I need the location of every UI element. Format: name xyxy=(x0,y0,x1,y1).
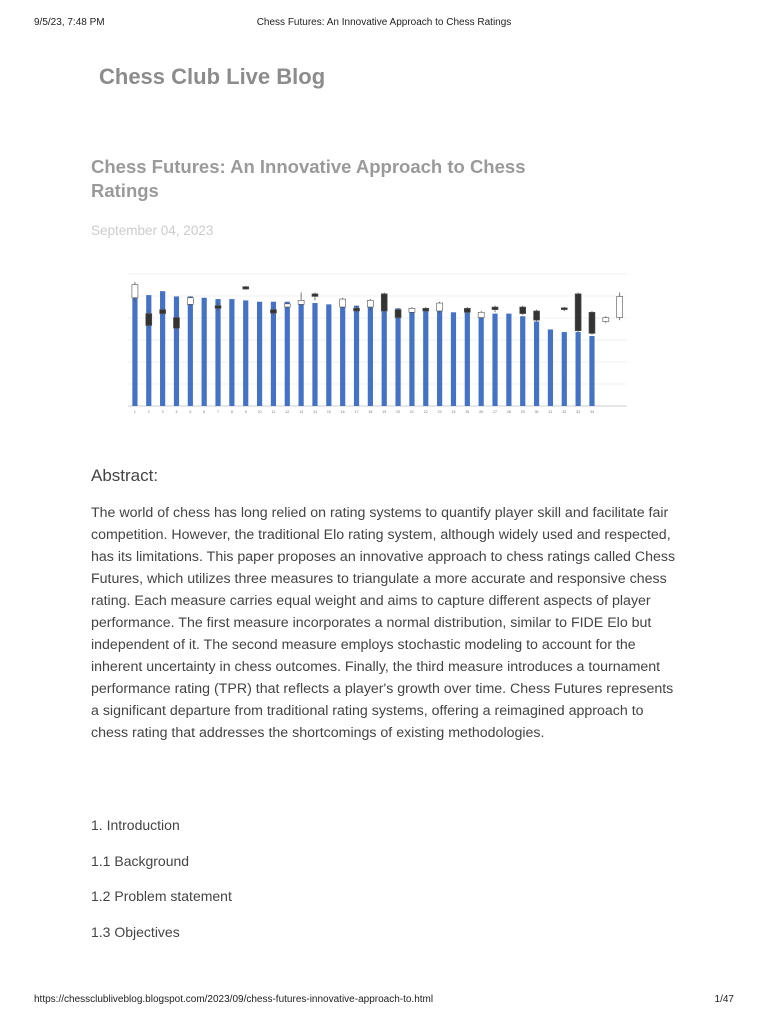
bar xyxy=(437,311,442,406)
x-tick-label: 17 xyxy=(354,410,359,414)
bar xyxy=(479,312,484,406)
post-title[interactable]: Chess Futures: An Innovative Approach to Chess Ratings xyxy=(91,156,526,201)
abstract-body: The world of chess has long relied on rating systems to quantify player skill and facilitate fair competition. However, the traditional Elo rating system, although widely used and respected, has its limitations. This paper proposes an innovative approach to chess ratings called Chess Futures, which utilizes three measures to triangulate a more accurate and responsive chess rating. Each measure carries equal weight and aims to capture different aspects of player performance. The first measure incorporates a normal distribution, similar to FIDE Elo but independent of it. The second measure employs stochastic modeling to account for the inherent uncertainty in chess outcomes. Finally, the third measure introduces a tournament performance rating (TPR) that reflects a player's growth over time. Chess Futures represents a significant departure from traditional rating systems, offering a reimagined approach to chess rating that addresses the shortcomings of existing methodologies. xyxy=(91,505,676,741)
candle-body-down xyxy=(575,294,581,331)
abstract-heading: Abstract: xyxy=(91,466,159,485)
x-tick-label: 32 xyxy=(562,410,567,414)
bar xyxy=(465,312,470,406)
x-tick-label: 11 xyxy=(271,410,276,414)
toc-item-background: 1.1 Background xyxy=(91,852,190,869)
x-tick-label: 28 xyxy=(506,410,511,414)
bar xyxy=(243,300,248,406)
blog-title[interactable]: Chess Club Live Blog xyxy=(99,64,326,89)
candle-body-up xyxy=(437,303,443,311)
bar xyxy=(271,302,276,406)
x-tick-label: 34 xyxy=(589,410,594,414)
candle-body-down xyxy=(146,314,152,326)
candle-body-up xyxy=(367,300,373,307)
x-tick-label: 26 xyxy=(479,410,484,414)
bar xyxy=(202,298,207,406)
print-datetime: 9/5/23, 7:48 PM xyxy=(34,17,105,28)
x-tick-label: 10 xyxy=(257,410,262,414)
print-footer xyxy=(34,994,734,1008)
x-tick-label: 24 xyxy=(451,410,456,414)
x-tick-label: 31 xyxy=(548,410,553,414)
x-tick-label: 29 xyxy=(520,410,525,414)
bar xyxy=(354,306,359,406)
x-tick-label: 1 xyxy=(133,410,136,414)
rating-chart-svg xyxy=(104,258,694,440)
print-document-title: Chess Futures: An Innovative Approach to Chess Ratings xyxy=(256,17,512,28)
candle-body-down xyxy=(492,307,498,310)
x-tick-label: 33 xyxy=(576,410,581,414)
print-page-number: 1/47 xyxy=(714,994,734,1005)
candle-body-down xyxy=(561,308,567,310)
bar xyxy=(423,311,428,406)
candle-body-down xyxy=(243,287,249,289)
bar xyxy=(340,306,345,406)
bar xyxy=(506,314,511,406)
x-tick-label: 13 xyxy=(299,410,304,414)
bar xyxy=(589,336,594,406)
x-tick-label: 21 xyxy=(409,410,414,414)
candle-body-down xyxy=(312,294,318,297)
candle-body-down xyxy=(520,307,526,314)
x-tick-label: 2 xyxy=(147,410,150,414)
x-tick-label: 8 xyxy=(230,410,233,414)
bar xyxy=(382,308,387,406)
candle-body-up xyxy=(340,299,346,307)
rating-chart xyxy=(104,258,694,440)
toc-item-objectives: 1.3 Objectives xyxy=(91,923,180,940)
bar xyxy=(229,299,234,406)
candle-body-down xyxy=(381,294,387,311)
candle-body-up xyxy=(409,308,415,312)
x-tick-label: 23 xyxy=(437,410,442,414)
print-header xyxy=(34,17,734,31)
candle-body-down xyxy=(589,312,595,333)
bar xyxy=(451,312,456,406)
candle-body-down xyxy=(215,306,221,309)
x-tick-label: 4 xyxy=(175,410,178,414)
candle-body-up xyxy=(617,296,623,317)
bar xyxy=(576,332,581,406)
x-tick-label: 18 xyxy=(368,410,373,414)
candle-body-down xyxy=(464,308,470,312)
candle-body-down xyxy=(173,318,179,329)
x-tick-label: 19 xyxy=(382,410,387,414)
bar xyxy=(174,296,179,406)
candle-body-up xyxy=(603,318,609,322)
x-tick-label: 20 xyxy=(396,410,401,414)
bar xyxy=(520,316,525,406)
x-tick-label: 22 xyxy=(423,410,428,414)
x-tick-label: 7 xyxy=(217,410,220,414)
candle-body-down xyxy=(534,311,540,320)
candle-body-up xyxy=(298,300,304,304)
post-date: September 04, 2023 xyxy=(91,223,214,238)
bar xyxy=(312,303,317,406)
candle-body-down xyxy=(270,310,276,313)
x-tick-label: 30 xyxy=(534,410,539,414)
x-tick-label: 16 xyxy=(340,410,345,414)
x-tick-label: 9 xyxy=(244,410,247,414)
bar xyxy=(395,308,400,406)
bar xyxy=(548,329,553,406)
candle-body-up xyxy=(284,304,290,307)
x-tick-label: 3 xyxy=(161,410,164,414)
x-tick-label: 5 xyxy=(189,410,192,414)
bar xyxy=(409,310,414,406)
bar xyxy=(492,314,497,406)
candle-body-down xyxy=(354,308,360,311)
bar xyxy=(326,304,331,406)
x-tick-label: 12 xyxy=(285,410,290,414)
bar xyxy=(368,307,373,406)
candle-body-down xyxy=(423,308,429,311)
bar xyxy=(132,285,137,406)
x-tick-label: 27 xyxy=(493,410,498,414)
candle-body-down xyxy=(160,310,166,314)
toc-item-problem-statement: 1.2 Problem statement xyxy=(91,888,232,904)
x-tick-label: 14 xyxy=(312,410,317,414)
bar xyxy=(534,322,539,406)
candle-body-up xyxy=(478,312,484,317)
candle-body-down xyxy=(395,310,401,318)
bar xyxy=(299,302,304,406)
bar xyxy=(285,302,290,406)
x-tick-label: 15 xyxy=(326,410,331,414)
x-tick-label: 6 xyxy=(203,410,206,414)
x-tick-label: 25 xyxy=(465,410,470,414)
candle-body-up xyxy=(132,285,138,298)
print-url: https://chessclubliveblog.blogspot.com/2023/09/chess-futures-innovative-approach-to.html xyxy=(34,994,434,1005)
table-of-contents xyxy=(91,815,232,957)
bar xyxy=(257,302,262,406)
bar xyxy=(562,332,567,406)
candle-body-up xyxy=(187,298,193,305)
bar xyxy=(188,296,193,406)
bar xyxy=(215,299,220,406)
toc-item-introduction: 1. Introduction xyxy=(91,817,180,833)
